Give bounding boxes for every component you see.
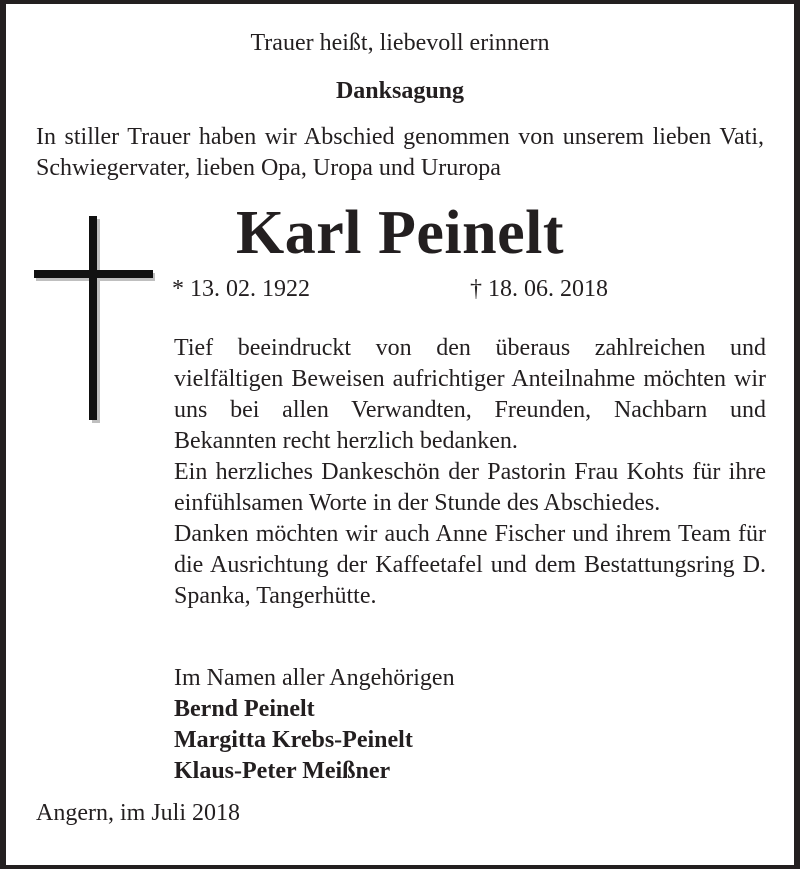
birth-date: * 13. 02. 1922 (172, 276, 310, 302)
signatory-name: Klaus-Peter Meißner (174, 758, 391, 784)
thanks-paragraph: Ein herzliches Dankeschön der Pastorin Frau Kohts für ihre einfühlsamen Worte in der Stunde des Abschiedes. (174, 459, 766, 516)
intro-text: In stiller Trauer haben wir Abschied genommen von unserem lieben Vati, Schwiegervater, lieben Opa, Uropa und Ururopa (36, 124, 764, 181)
signature-block (174, 663, 455, 787)
signature-intro: Im Namen aller Angehörigen (174, 665, 455, 691)
cross-icon (34, 216, 156, 424)
thanks-text (174, 333, 766, 612)
motto: Trauer heißt, liebevoll erinnern (250, 30, 550, 56)
deceased-name: Karl Peinelt (236, 199, 564, 267)
thanks-paragraph: Tief beeindruckt von den überaus zahlreichen und vielfältigen Beweisen aufrichtiger Anteilnahme möchten wir uns bei allen Verwandten, Freunden, Nachbarn und Bekannten recht herzlich bedanken. (174, 335, 766, 454)
death-date: † 18. 06. 2018 (470, 276, 608, 302)
signatory-name: Margitta Krebs-Peinelt (174, 727, 413, 753)
place-date: Angern, im Juli 2018 (36, 800, 240, 826)
signatory-name: Bernd Peinelt (174, 696, 315, 722)
heading: Danksagung (335, 78, 465, 104)
thanks-paragraph: Danken möchten wir auch Anne Fischer und ihrem Team für die Ausrichtung der Kaffeetafel und dem Bestattungsring D. Spanka, Tangerhütte. (174, 521, 766, 609)
